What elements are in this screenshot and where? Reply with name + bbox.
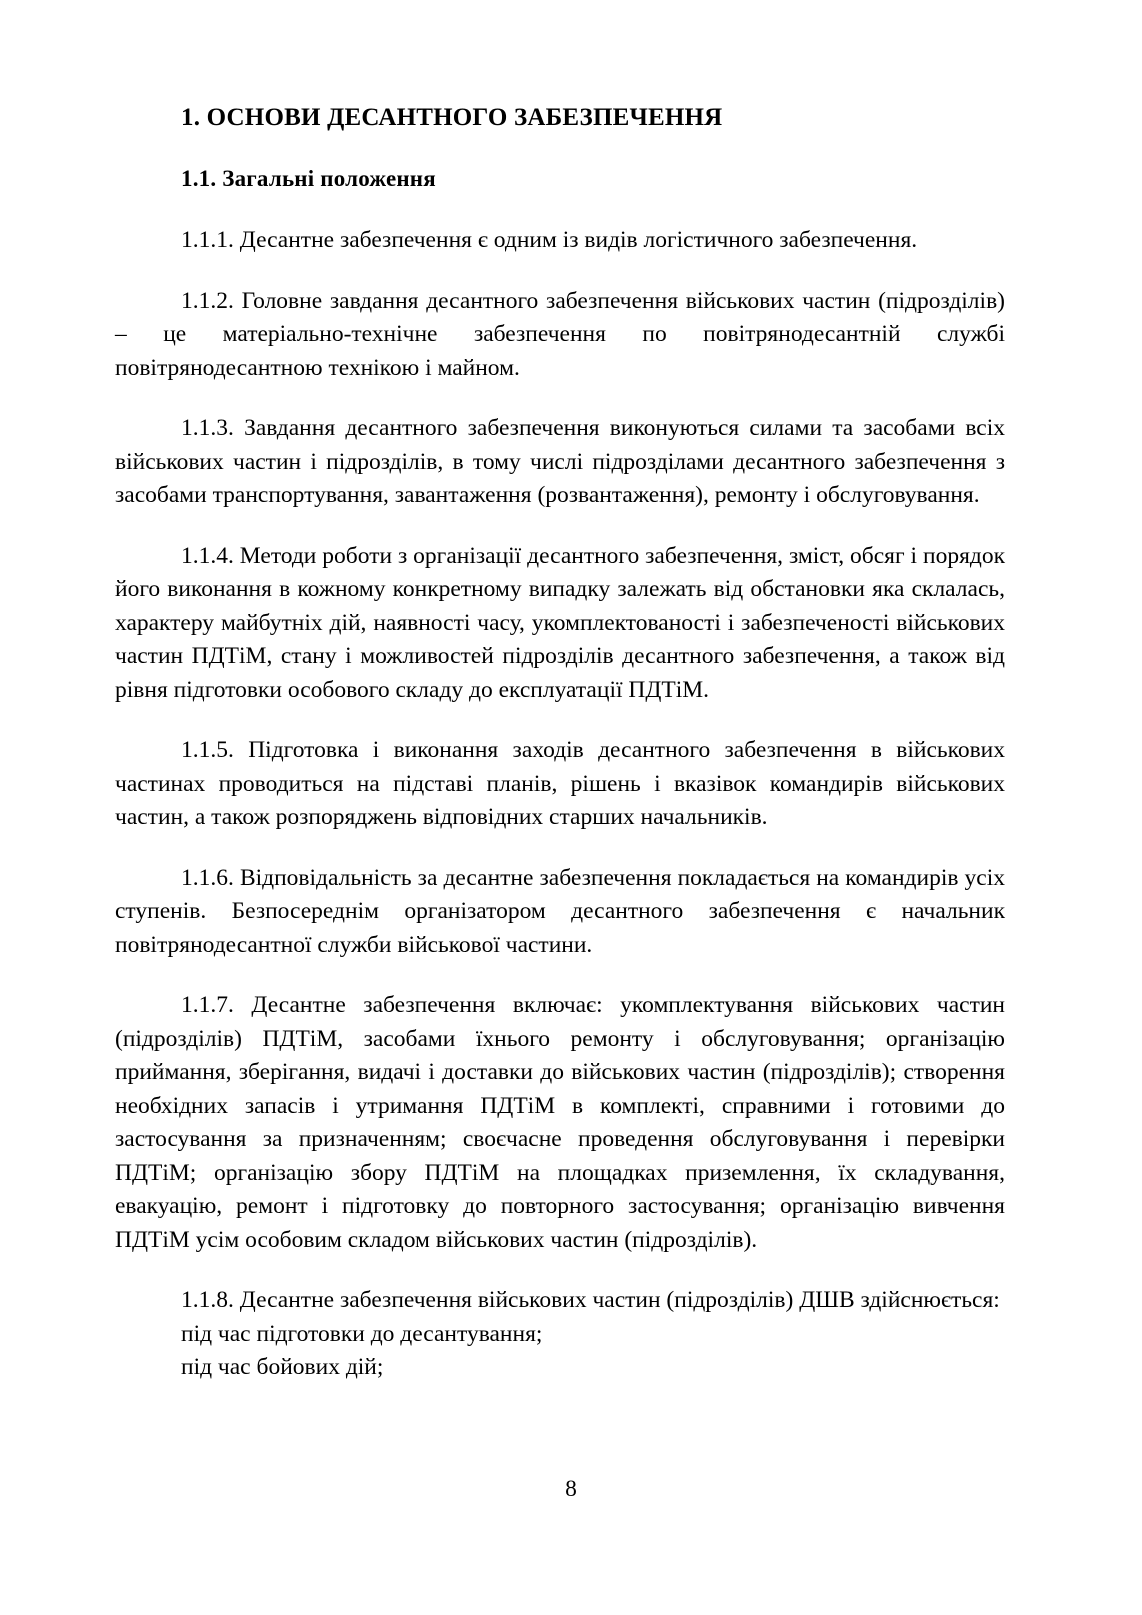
- paragraph-1-1-4: 1.1.4. Методи роботи з організації десантного забезпечення, зміст, обсяг і порядок його виконання в кожному конкретному випадку залежать від обстановки яка склалась, характеру майбутніх дій, наявності часу, укомплектованості і забезпеченості військових частин ПДТіМ, стану і можливостей підрозділів десантного забезпечення, а також від рівня підготовки особового складу до експлуатації ПДТіМ.: [115, 542, 1005, 703]
- paragraph-1-1-8: 1.1.8. Десантне забезпечення військових частин (підрозділів) ДШВ здійснюється:: [181, 1287, 1000, 1314]
- page-number: 8: [565, 1476, 577, 1502]
- paragraph-1-1-5: 1.1.5. Підготовка і виконання заходів десантного забезпечення в військових частинах проводиться на підставі планів, рішень і вказівок командирів військових частин, а також розпоряджень відповідних старших начальників.: [115, 737, 1005, 831]
- paragraph-1-1-6: 1.1.6. Відповідальність за десантне забезпечення покладається на командирів усіх ступенів. Безпосереднім організатором десантного забезпечення є начальник повітрянодесантної служби військової частини.: [115, 864, 1005, 958]
- list-item: під час бойових дій;: [181, 1354, 384, 1381]
- page-content: [115, 104, 1005, 1385]
- section-heading: 1.1. Загальні положення: [181, 165, 436, 191]
- list-item: під час підготовки до десантування;: [181, 1320, 543, 1347]
- paragraph-1-1-7: 1.1.7. Десантне забезпечення включає: укомплектування військових частин (підрозділів) ПДТіМ, засобами їхнього ремонту і обслуговування; організацію приймання, зберігання, видачі і доставки до військових частин (підрозділів); створення необхідних запасів і утримання ПДТіМ в комплекті, справними і готовими до застосування за призначенням; своєчасне проведення обслуговування і перевірки ПДТіМ; організацію збору ПДТіМ на площадках приземлення, їх складування, евакуацію, ремонт і підготовку до повторного застосування; організацію вивчення ПДТіМ усім особовим складом військових частин (підрозділів).: [115, 992, 1005, 1253]
- paragraph-1-1-2: 1.1.2. Головне завдання десантного забезпечення військових частин (підрозділів) – це матеріально-технічне забезпечення по повітрянодесантній службі повітрянодесантною технікою і майном.: [115, 287, 1005, 381]
- page-title: 1. ОСНОВИ ДЕСАНТНОГО ЗАБЕЗПЕЧЕННЯ: [181, 104, 723, 131]
- paragraph-1-1-1: 1.1.1. Десантне забезпечення є одним із видів логістичного забезпечення.: [181, 227, 918, 254]
- paragraph-1-1-3: 1.1.3. Завдання десантного забезпечення виконуються силами та засобами всіх військових частин і підрозділів, в тому числі підрозділами десантного забезпечення з засобами транспортування, завантаження (розвантаження), ремонту і обслуговування.: [115, 415, 1005, 509]
